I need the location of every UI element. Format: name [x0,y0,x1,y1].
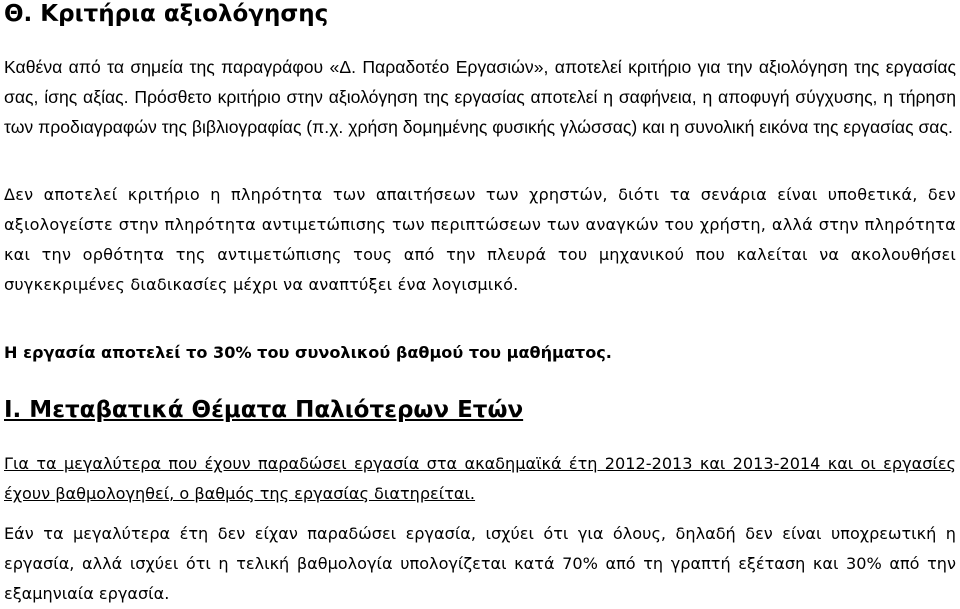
previous-years-paragraph: Για τα μεγαλύτερα που έχουν παραδώσει εργασία στα ακαδημαϊκά έτη 2012-2013 και 2013-2014 και οι εργασίες έχουν βαθμολογηθεί, ο βαθμός της εργασίας διατηρείται. [4,454,956,503]
section-heading-criteria: Θ. Κριτήρια αξιολόγησης [4,1,329,27]
section-heading-transitional: Ι. Μεταβατικά Θέματα Παλιότερων Ετών [4,397,524,423]
requirements-paragraph: Δεν αποτελεί κριτήριο η πληρότητα των απαιτήσεων των χρηστών, διότι τα σενάρια είναι υποθετικά, δεν αξιολογείστε στην πληρότητα αντιμετώπισης των περιπτώσεων των αναγκών του χρήστη, αλλά στην πληρότητα και την ορθότητα της αντιμετώπισης τους από την πλευρά του μηχανικού που καλείται να ακολουθήσει συγκεκριμένες διαδικασίες μέχρι να αναπτύξει ένα λογισμικό. [4,185,956,294]
grading-rule-paragraph: Εάν τα μεγαλύτερα έτη δεν είχαν παραδώσει εργασία, ισχύει ότι για όλους, δηλαδή δεν είναι υποχρεωτική η εργασία, αλλά ισχύει ότι η τελική βαθμολογία υπολογίζεται κατά 70% από τη γραπτή εξέταση και 30% από την εξαμηνιαία εργασία. [4,524,956,603]
weight-note: Η εργασία αποτελεί το 30% του συνολικού βαθμού του μαθήματος. [4,343,612,362]
criteria-paragraph: Καθένα από τα σημεία της παραγράφου «Δ. Παραδοτέο Εργασιών», αποτελεί κριτήριο για την αξιολόγηση της εργασίας σας, ίσης αξίας. Πρόσθετο κριτήριο στην αξιολόγηση της εργασίας αποτελεί η σαφήνεια, η αποφυγή σύγχυσης, η τήρηση των προδιαγραφών της βιβλιογραφίας (π.χ. χρήση δομημένης φυσικής γλώσσας) και η συνολική εικόνα της εργασίας σας. [4,57,956,137]
